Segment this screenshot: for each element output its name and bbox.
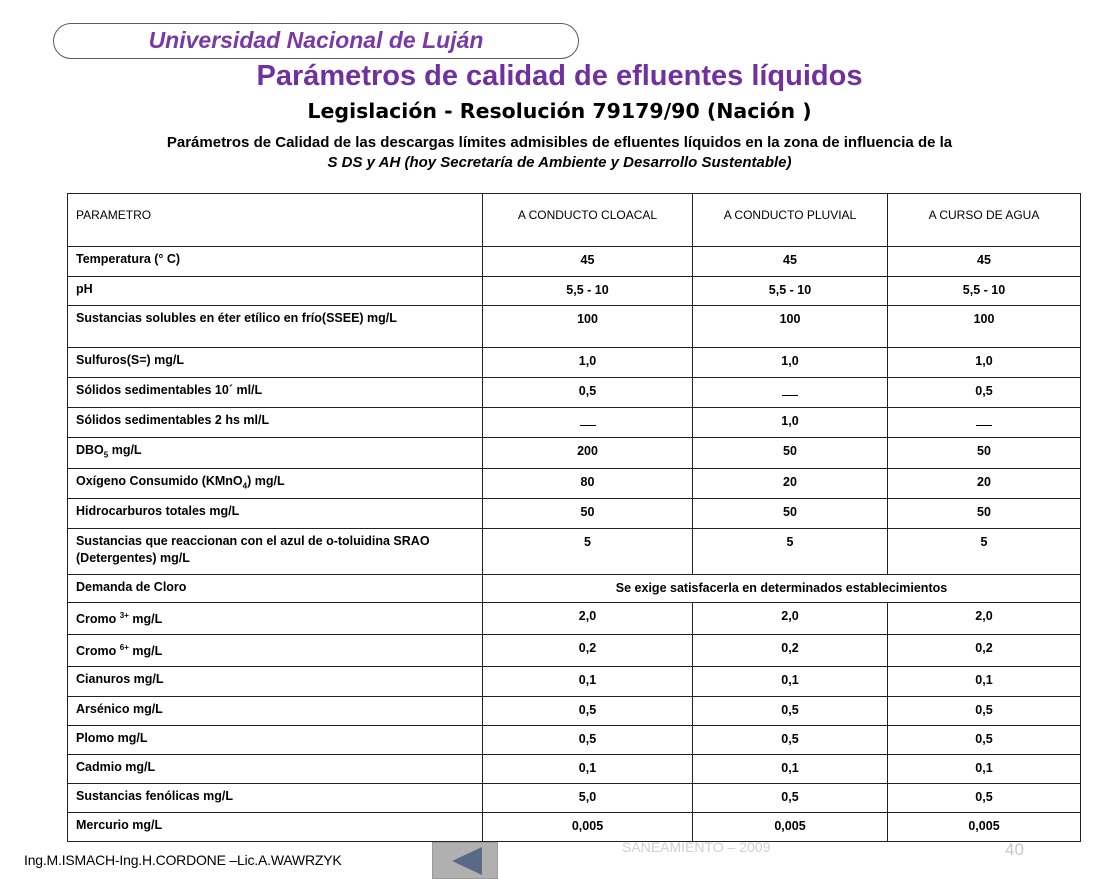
value-cell: 100	[693, 306, 888, 348]
value-cell: 1,0	[483, 348, 693, 378]
value-cell: 0,5	[693, 697, 888, 726]
value-cell: 50	[888, 499, 1081, 529]
table-row	[68, 247, 1081, 277]
table-header-row	[68, 194, 1081, 247]
parameters-table	[67, 193, 1081, 842]
value-cell: 45	[888, 247, 1081, 277]
parameter-subscript: 5	[103, 450, 109, 460]
parameter-superscript: 6+	[119, 643, 129, 652]
merged-value-cell: Se exige satisfacerla en determinados establecimientos	[483, 575, 1081, 603]
value-cell: 0,5	[693, 726, 888, 755]
value-cell: 5,5 - 10	[888, 277, 1081, 306]
not-applicable-dash	[976, 414, 992, 426]
value-cell: 5	[888, 529, 1081, 575]
column-header: PARAMETRO	[68, 194, 483, 247]
value-cell: 80	[483, 468, 693, 499]
value-cell: 100	[888, 306, 1081, 348]
parameter-cell: Sulfuros(S=) mg/L	[68, 348, 483, 378]
table-row	[68, 438, 1081, 469]
parameter-superscript: 3+	[119, 611, 129, 620]
parameter-cell: Hidrocarburos totales mg/L	[68, 499, 483, 529]
university-banner: Universidad Nacional de Luján	[53, 23, 579, 59]
back-triangle-icon	[452, 847, 482, 875]
parameter-cell: pH	[68, 277, 483, 306]
authors-footer: Ing.M.ISMACH-Ing.H.CORDONE –Lic.A.WAWRZYK	[24, 852, 342, 868]
value-cell: 0,1	[483, 755, 693, 784]
value-cell: 0,1	[693, 667, 888, 697]
not-applicable-dash	[580, 414, 596, 426]
value-cell: 50	[483, 499, 693, 529]
table-row	[68, 348, 1081, 378]
parameter-cell: Cadmio mg/L	[68, 755, 483, 784]
value-cell: 2,0	[693, 603, 888, 635]
value-cell: 1,0	[888, 348, 1081, 378]
value-cell: 0,2	[888, 635, 1081, 667]
value-cell: 0,5	[483, 697, 693, 726]
parameter-cell: Arsénico mg/L	[68, 697, 483, 726]
value-cell: 0,5	[693, 784, 888, 813]
parameter-cell	[68, 603, 483, 635]
value-cell: 50	[693, 499, 888, 529]
value-cell	[693, 378, 888, 408]
parameter-unit: mg/L	[128, 644, 163, 659]
parameter-cell: Demanda de Cloro	[68, 575, 483, 603]
value-cell: 1,0	[693, 408, 888, 438]
parameter-cell: Sustancias que reaccionan con el azul de o-toluidina SRAO (Detergentes) mg/L	[68, 529, 483, 575]
parameter-cell: Plomo mg/L	[68, 726, 483, 755]
course-footer: SANEAMIENTO – 2009	[622, 839, 771, 855]
table-row	[68, 529, 1081, 575]
parameter-main: Oxígeno Consumido (KMnO	[76, 473, 243, 488]
parameter-main: Cromo	[76, 612, 120, 627]
value-cell: 45	[483, 247, 693, 277]
table-row	[68, 697, 1081, 726]
parameter-cell: Sustancias fenólicas mg/L	[68, 784, 483, 813]
value-cell: 0,1	[888, 667, 1081, 697]
value-cell: 50	[693, 438, 888, 469]
description-line-1: Parámetros de Calidad de las descargas límites admisibles de efluentes líquidos en la zona de influencia de la	[166, 134, 953, 151]
parameter-main: DBO	[76, 443, 104, 457]
parameter-subscript: 4	[242, 481, 248, 490]
value-cell: 0,5	[888, 784, 1081, 813]
value-cell: 50	[888, 438, 1081, 469]
table-row	[68, 635, 1081, 667]
value-cell: 0,5	[888, 378, 1081, 408]
value-cell: 5	[483, 529, 693, 575]
table-row	[68, 468, 1081, 499]
parameter-cell: Cianuros mg/L	[68, 667, 483, 697]
parameter-cell: Sustancias solubles en éter etílico en frío(SSEE) mg/L	[68, 306, 483, 348]
value-cell: 100	[483, 306, 693, 348]
value-cell: 1,0	[693, 348, 888, 378]
table-row	[68, 603, 1081, 635]
value-cell: 0,005	[888, 813, 1081, 842]
table-row	[68, 726, 1081, 755]
parameter-cell: Sólidos sedimentables 10´ ml/L	[68, 378, 483, 408]
value-cell: 0,5	[888, 697, 1081, 726]
table-row	[68, 755, 1081, 784]
table-row	[68, 667, 1081, 697]
table-row	[68, 575, 1081, 603]
value-cell: 0,2	[483, 635, 693, 667]
description	[0, 133, 1119, 173]
table-row	[68, 277, 1081, 306]
value-cell: 0,1	[483, 667, 693, 697]
parameter-cell	[68, 468, 483, 499]
value-cell: 2,0	[483, 603, 693, 635]
value-cell: 20	[888, 468, 1081, 499]
value-cell: 0,5	[888, 726, 1081, 755]
column-header: A CONDUCTO CLOACAL	[483, 194, 693, 247]
parameter-cell: Mercurio mg/L	[68, 813, 483, 842]
parameter-unit: mg/L	[128, 612, 163, 627]
value-cell: 0,2	[693, 635, 888, 667]
table-row	[68, 408, 1081, 438]
value-cell: 0,1	[888, 755, 1081, 784]
value-cell: 0,005	[693, 813, 888, 842]
parameter-cell: Sólidos sedimentables 2 hs ml/L	[68, 408, 483, 438]
page-subtitle: Legislación - Resolución 79179/90 (Nación )	[307, 99, 812, 123]
value-cell: 0,5	[483, 726, 693, 755]
parameter-cell	[68, 635, 483, 667]
back-button[interactable]	[432, 842, 498, 879]
table-row	[68, 378, 1081, 408]
value-cell	[888, 408, 1081, 438]
value-cell: 0,005	[483, 813, 693, 842]
not-applicable-dash	[782, 384, 798, 396]
parameter-cell: Temperatura (° C)	[68, 247, 483, 277]
value-cell: 5,0	[483, 784, 693, 813]
value-cell: 200	[483, 438, 693, 469]
value-cell: 45	[693, 247, 888, 277]
value-cell	[483, 408, 693, 438]
column-header: A CONDUCTO PLUVIAL	[693, 194, 888, 247]
parameter-unit: ) mg/L	[247, 473, 285, 488]
value-cell: 5,5 - 10	[483, 277, 693, 306]
value-cell: 5,5 - 10	[693, 277, 888, 306]
parameter-main: Cromo	[76, 644, 120, 659]
value-cell: 2,0	[888, 603, 1081, 635]
page-number: 40	[1005, 840, 1024, 859]
table-row	[68, 306, 1081, 348]
table-row	[68, 499, 1081, 529]
column-header: A CURSO DE AGUA	[888, 194, 1081, 247]
table-row	[68, 813, 1081, 842]
description-line-2: S DS y AH (hoy Secretaría de Ambiente y Desarrollo Sustentable)	[327, 154, 792, 171]
table-row	[68, 784, 1081, 813]
value-cell: 5	[693, 529, 888, 575]
value-cell: 0,1	[693, 755, 888, 784]
page-title: Parámetros de calidad de efluentes líquidos	[256, 60, 863, 92]
parameter-cell	[68, 438, 483, 469]
value-cell: 20	[693, 468, 888, 499]
value-cell: 0,5	[483, 378, 693, 408]
parameter-unit: mg/L	[108, 443, 142, 457]
